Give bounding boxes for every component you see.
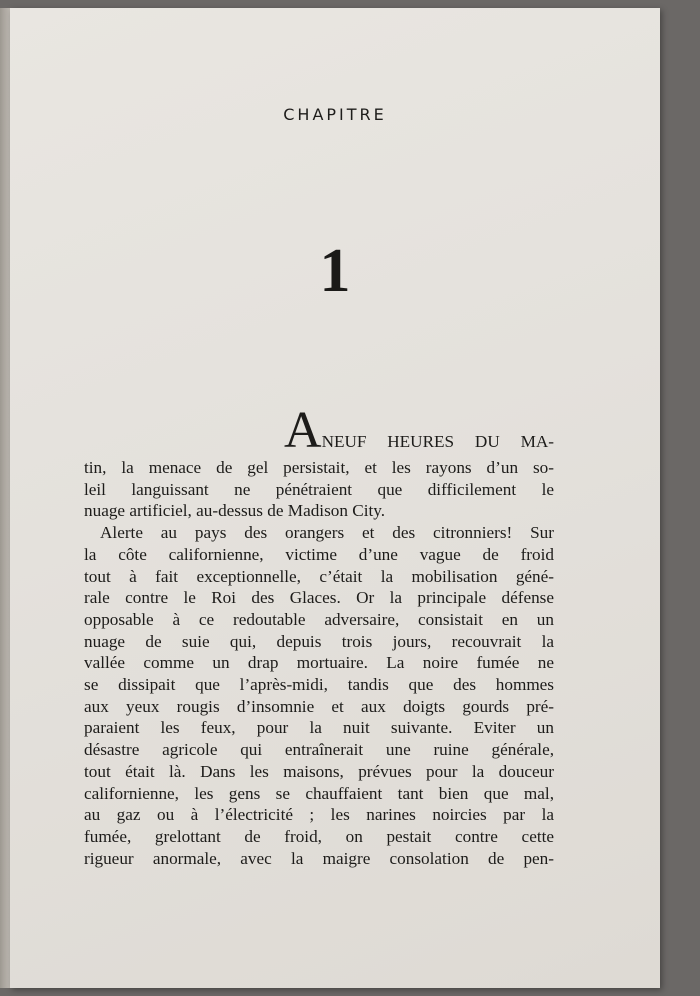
text-line: Alerte au pays des orangers et des citronniers! Sur	[100, 523, 554, 543]
text-line: tout à fait exceptionnelle, c’était la mobilisation géné-	[84, 566, 554, 586]
text-line: aux yeux rougis d’insomnie et aux doigts gourds pré-	[84, 696, 554, 716]
text-line: la côte californienne, victime d’une vague de froid	[84, 544, 554, 564]
chapter-label: CHAPITRE	[283, 105, 387, 124]
text-line: leil languissant ne pénétraient que difficilement le	[84, 479, 554, 499]
text-line: au gaz ou à l’électricité ; les narines noircies par la	[84, 805, 554, 825]
chapter-number: 1	[319, 237, 351, 305]
text-line: rale contre le Roi des Glaces. Or la principale défense	[84, 588, 554, 608]
text-line: nuage de suie qui, depuis trois jours, recouvrait la	[84, 631, 554, 651]
text-line: se dissipait que l’après-midi, tandis que des hommes	[84, 675, 554, 695]
book-page	[10, 8, 660, 988]
text-line: tin, la menace de gel persistait, et les rayons d’un so-	[84, 458, 554, 477]
drop-cap: A	[284, 402, 322, 459]
text-line: opposable à ce redoutable adversaire, consistait en un	[84, 609, 554, 629]
text-line: rigueur anormale, avec la maigre consolation de pen-	[84, 848, 554, 868]
text-line: californienne, les gens se chauffaient tant bien que mal,	[84, 783, 554, 803]
first-line-caps: NEUF HEURES DU MA-	[321, 432, 554, 451]
text-line: paraient les feux, pour la nuit suivante. Eviter un	[84, 718, 554, 738]
text-line: nuage artificiel, au-dessus de Madison City.	[84, 501, 386, 521]
first-line	[84, 402, 554, 459]
text-line: désastre agricole qui entraînerait une ruine générale,	[84, 740, 554, 760]
body-text	[84, 402, 554, 869]
text-line: vallée comme un drap mortuaire. La noire fumée ne	[84, 653, 554, 673]
text-line: tout était là. Dans les maisons, prévues pour la douceur	[84, 761, 554, 781]
text-line: fumée, grelottant de froid, on pestait contre cette	[84, 826, 554, 846]
